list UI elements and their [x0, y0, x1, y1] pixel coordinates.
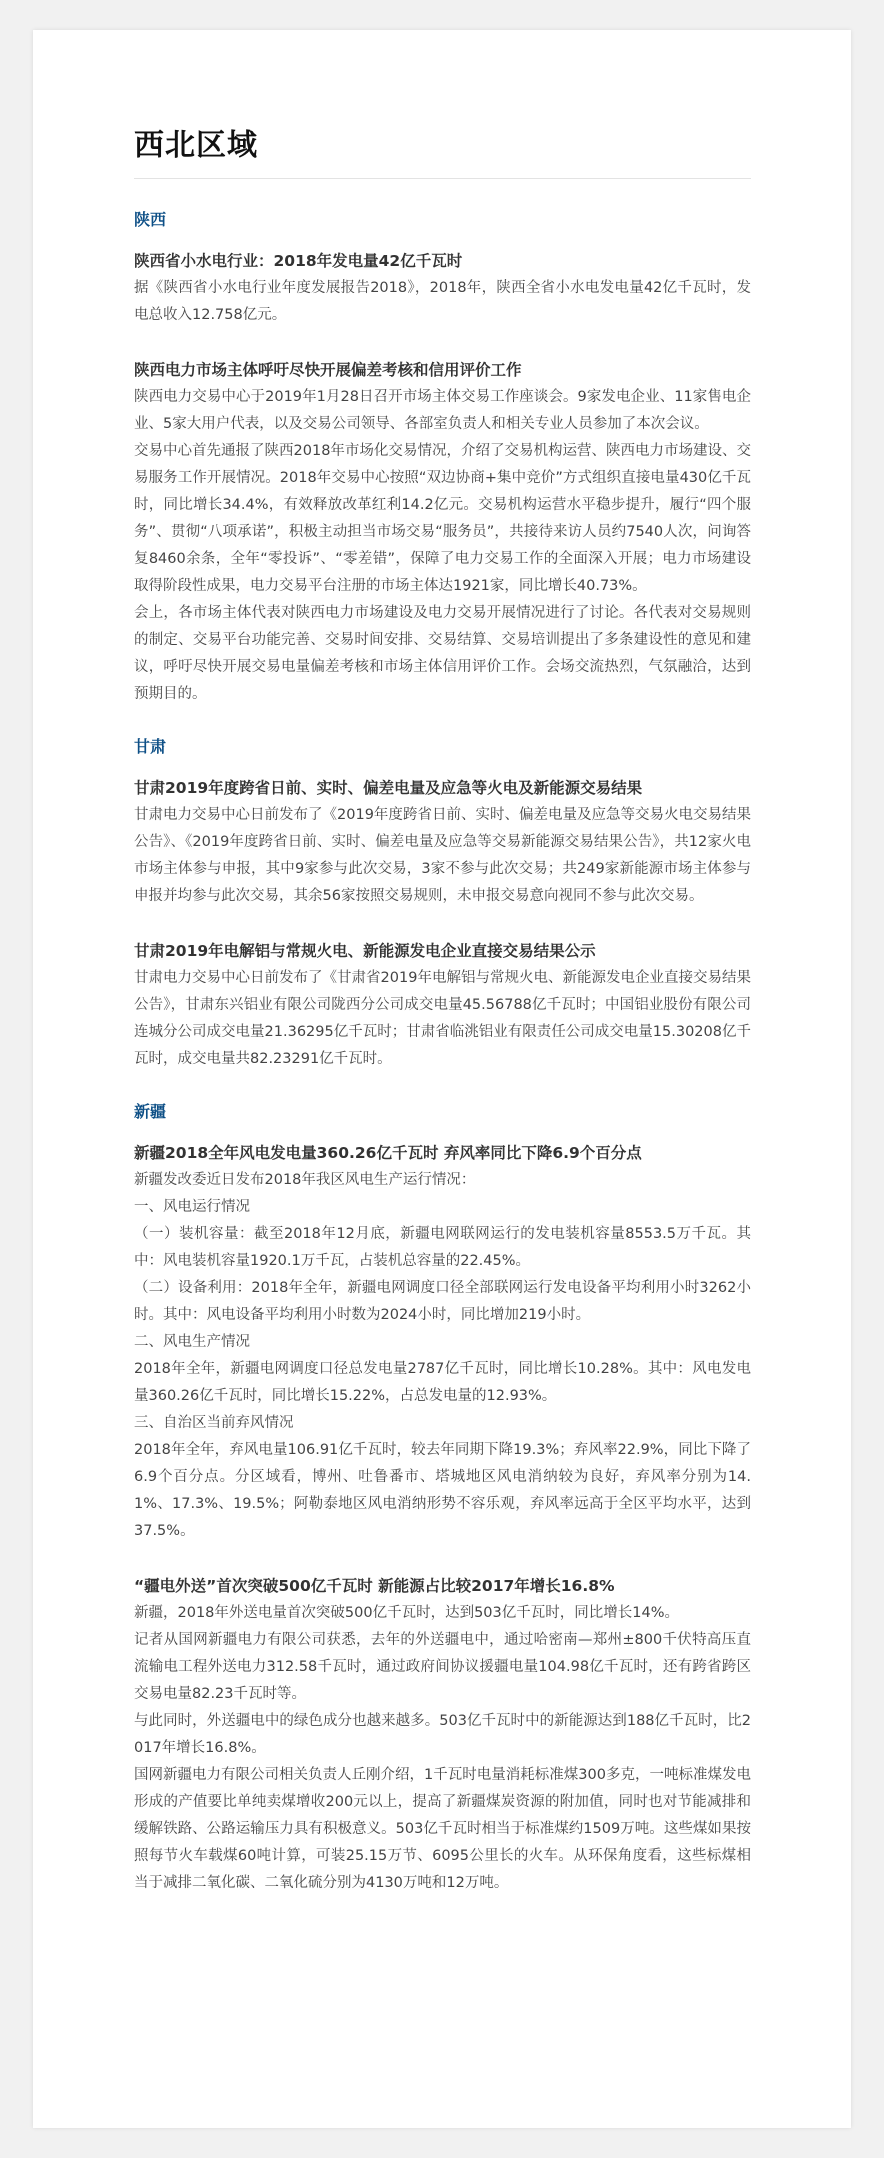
- article-title: 陕西电力市场主体呼吁尽快开展偏差考核和信用评价工作: [134, 361, 522, 379]
- article-paragraph: 二、风电生产情况: [134, 1334, 250, 1350]
- article-paragraph: 陕西电力交易中心于2019年1月28日召开市场主体交易工作座谈会。9家发电企业、11家售电企业、5家大用户代表，以及交易公司领导、各部室负责人和相关专业人员参加了本次会议。: [134, 389, 751, 432]
- article-paragraph: 新疆，2018年外送电量首次突破500亿千瓦时，达到503亿千瓦时，同比增长14%。: [134, 1605, 679, 1621]
- title-divider: [134, 178, 751, 179]
- article-paragraph: 2018年全年，弃风电量106.91亿千瓦时，较去年同期下降19.3%；弃风率22.9%，同比下降了6.9个百分点。分区域看，博州、吐鲁番市、塔城地区风电消纳较为良好，弃风率分别为14.1%、17.3%、19.5%；阿勒泰地区风电消纳形势不容乐观，弃风率远高于全区平均水平，达到37.5%。: [134, 1442, 751, 1539]
- article-paragraph: 国网新疆电力有限公司相关负责人丘刚介绍，1千瓦时电量消耗标准煤300多克，一吨标准煤发电形成的产值要比单纯卖煤增收200元以上，提高了新疆煤炭资源的附加值，同时也对节能减排和缓解铁路、公路运输压力具有积极意义。503亿千瓦时相当于标准煤约1509万吨。这些煤如果按照每节火车载煤60吨计算，可装25.15万节、6095公里长的火车。从环保角度看，这些标煤相当于减排二氧化碳、二氧化硫分别为4130万吨和12万吨。: [134, 1767, 751, 1891]
- region-heading: 新疆: [134, 1102, 167, 1121]
- article-paragraph: 三、自治区当前弃风情况: [134, 1415, 294, 1431]
- article-title: 甘肃2019年度跨省日前、实时、偏差电量及应急等火电及新能源交易结果: [134, 779, 643, 797]
- article-body: [134, 209, 751, 1897]
- news-article: [134, 775, 751, 910]
- news-article: [134, 248, 751, 329]
- page-title: 西北区域: [134, 128, 258, 163]
- news-article: [134, 1140, 751, 1545]
- article-card: [33, 30, 851, 2128]
- article-paragraph: 一、风电运行情况: [134, 1199, 250, 1215]
- news-article: [134, 938, 751, 1073]
- article-title: 新疆2018全年风电发电量360.26亿千瓦时 弃风率同比下降6.9个百分点: [134, 1144, 642, 1162]
- article-paragraph: 记者从国网新疆电力有限公司获悉，去年的外送疆电中，通过哈密南—郑州±800千伏特高压直流输电工程外送电力312.58千瓦时，通过政府间协议援疆电量104.98亿千瓦时，还有跨省跨区交易电量82.23千瓦时等。: [134, 1632, 751, 1702]
- article-paragraph: （二）设备利用：2018年全年，新疆电网调度口径全部联网运行发电设备平均利用小时3262小时。其中：风电设备平均利用小时数为2024小时，同比增加219小时。: [134, 1280, 751, 1323]
- region-heading: 甘肃: [134, 737, 167, 756]
- region-heading: 陕西: [134, 210, 167, 229]
- article-paragraph: 甘肃电力交易中心日前发布了《2019年度跨省日前、实时、偏差电量及应急等交易火电交易结果公告》、《2019年度跨省日前、实时、偏差电量及应急等交易新能源交易结果公告》，共12家火电市场主体参与申报，其中9家参与此次交易，3家不参与此次交易；共249家新能源市场主体参与申报并均参与此次交易，其余56家按照交易规则，未申报交易意向视同不参与此次交易。: [134, 807, 751, 904]
- article-paragraph: 2018年全年，新疆电网调度口径总发电量2787亿千瓦时，同比增长10.28%。其中：风电发电量360.26亿千瓦时，同比增长15.22%，占总发电量的12.93%。: [134, 1361, 751, 1404]
- article-title: “疆电外送”首次突破500亿千瓦时 新能源占比较2017年增长16.8%: [134, 1577, 615, 1595]
- news-article: [134, 1573, 751, 1897]
- article-paragraph: 会上，各市场主体代表对陕西电力市场建设及电力交易开展情况进行了讨论。各代表对交易规则的制定、交易平台功能完善、交易时间安排、交易结算、交易培训提出了多条建设性的意见和建议，呼吁尽快开展交易电量偏差考核和市场主体信用评价工作。会场交流热烈，气氛融洽，达到预期目的。: [134, 605, 751, 702]
- article-paragraph: 甘肃电力交易中心日前发布了《甘肃省2019年电解铝与常规火电、新能源发电企业直接交易结果公告》，甘肃东兴铝业有限公司陇西分公司成交电量45.56788亿千瓦时；中国铝业股份有限公司连城分公司成交电量21.36295亿千瓦时；甘肃省临洮铝业有限责任公司成交电量15.30208亿千瓦时，成交电量共82.23291亿千瓦时。: [134, 970, 751, 1067]
- article-paragraph: 据《陕西省小水电行业年度发展报告2018》，2018年，陕西全省小水电发电量42亿千瓦时，发电总收入12.758亿元。: [134, 280, 751, 323]
- article-paragraph: 与此同时，外送疆电中的绿色成分也越来越多。503亿千瓦时中的新能源达到188亿千瓦时，比2017年增长16.8%。: [134, 1713, 751, 1756]
- article-paragraph: 新疆发改委近日发布2018年我区风电生产运行情况：: [134, 1172, 476, 1188]
- article-title: 陕西省小水电行业：2018年发电量42亿千瓦时: [134, 252, 463, 270]
- article-paragraph: 交易中心首先通报了陕西2018年市场化交易情况，介绍了交易机构运营、陕西电力市场建设、交易服务工作开展情况。2018年交易中心按照“双边协商+集中竞价”方式组织直接电量430亿千瓦时，同比增长34.4%，有效释放改革红利14.2亿元。交易机构运营水平稳步提升，履行“四个服务”、贯彻“八项承诺”，积极主动担当市场交易“服务员”，共接待来访人员约7540人次，问询答复8460余条，全年“零投诉”、“零差错”，保障了电力交易工作的全面深入开展；电力市场建设取得阶段性成果，电力交易平台注册的市场主体达1921家，同比增长40.73%。: [134, 443, 751, 594]
- news-article: [134, 357, 751, 708]
- article-paragraph: （一）装机容量：截至2018年12月底，新疆电网联网运行的发电装机容量8553.5万千瓦。其中：风电装机容量1920.1万千瓦，占装机总容量的22.45%。: [134, 1226, 751, 1269]
- article-title: 甘肃2019年电解铝与常规火电、新能源发电企业直接交易结果公示: [134, 942, 596, 960]
